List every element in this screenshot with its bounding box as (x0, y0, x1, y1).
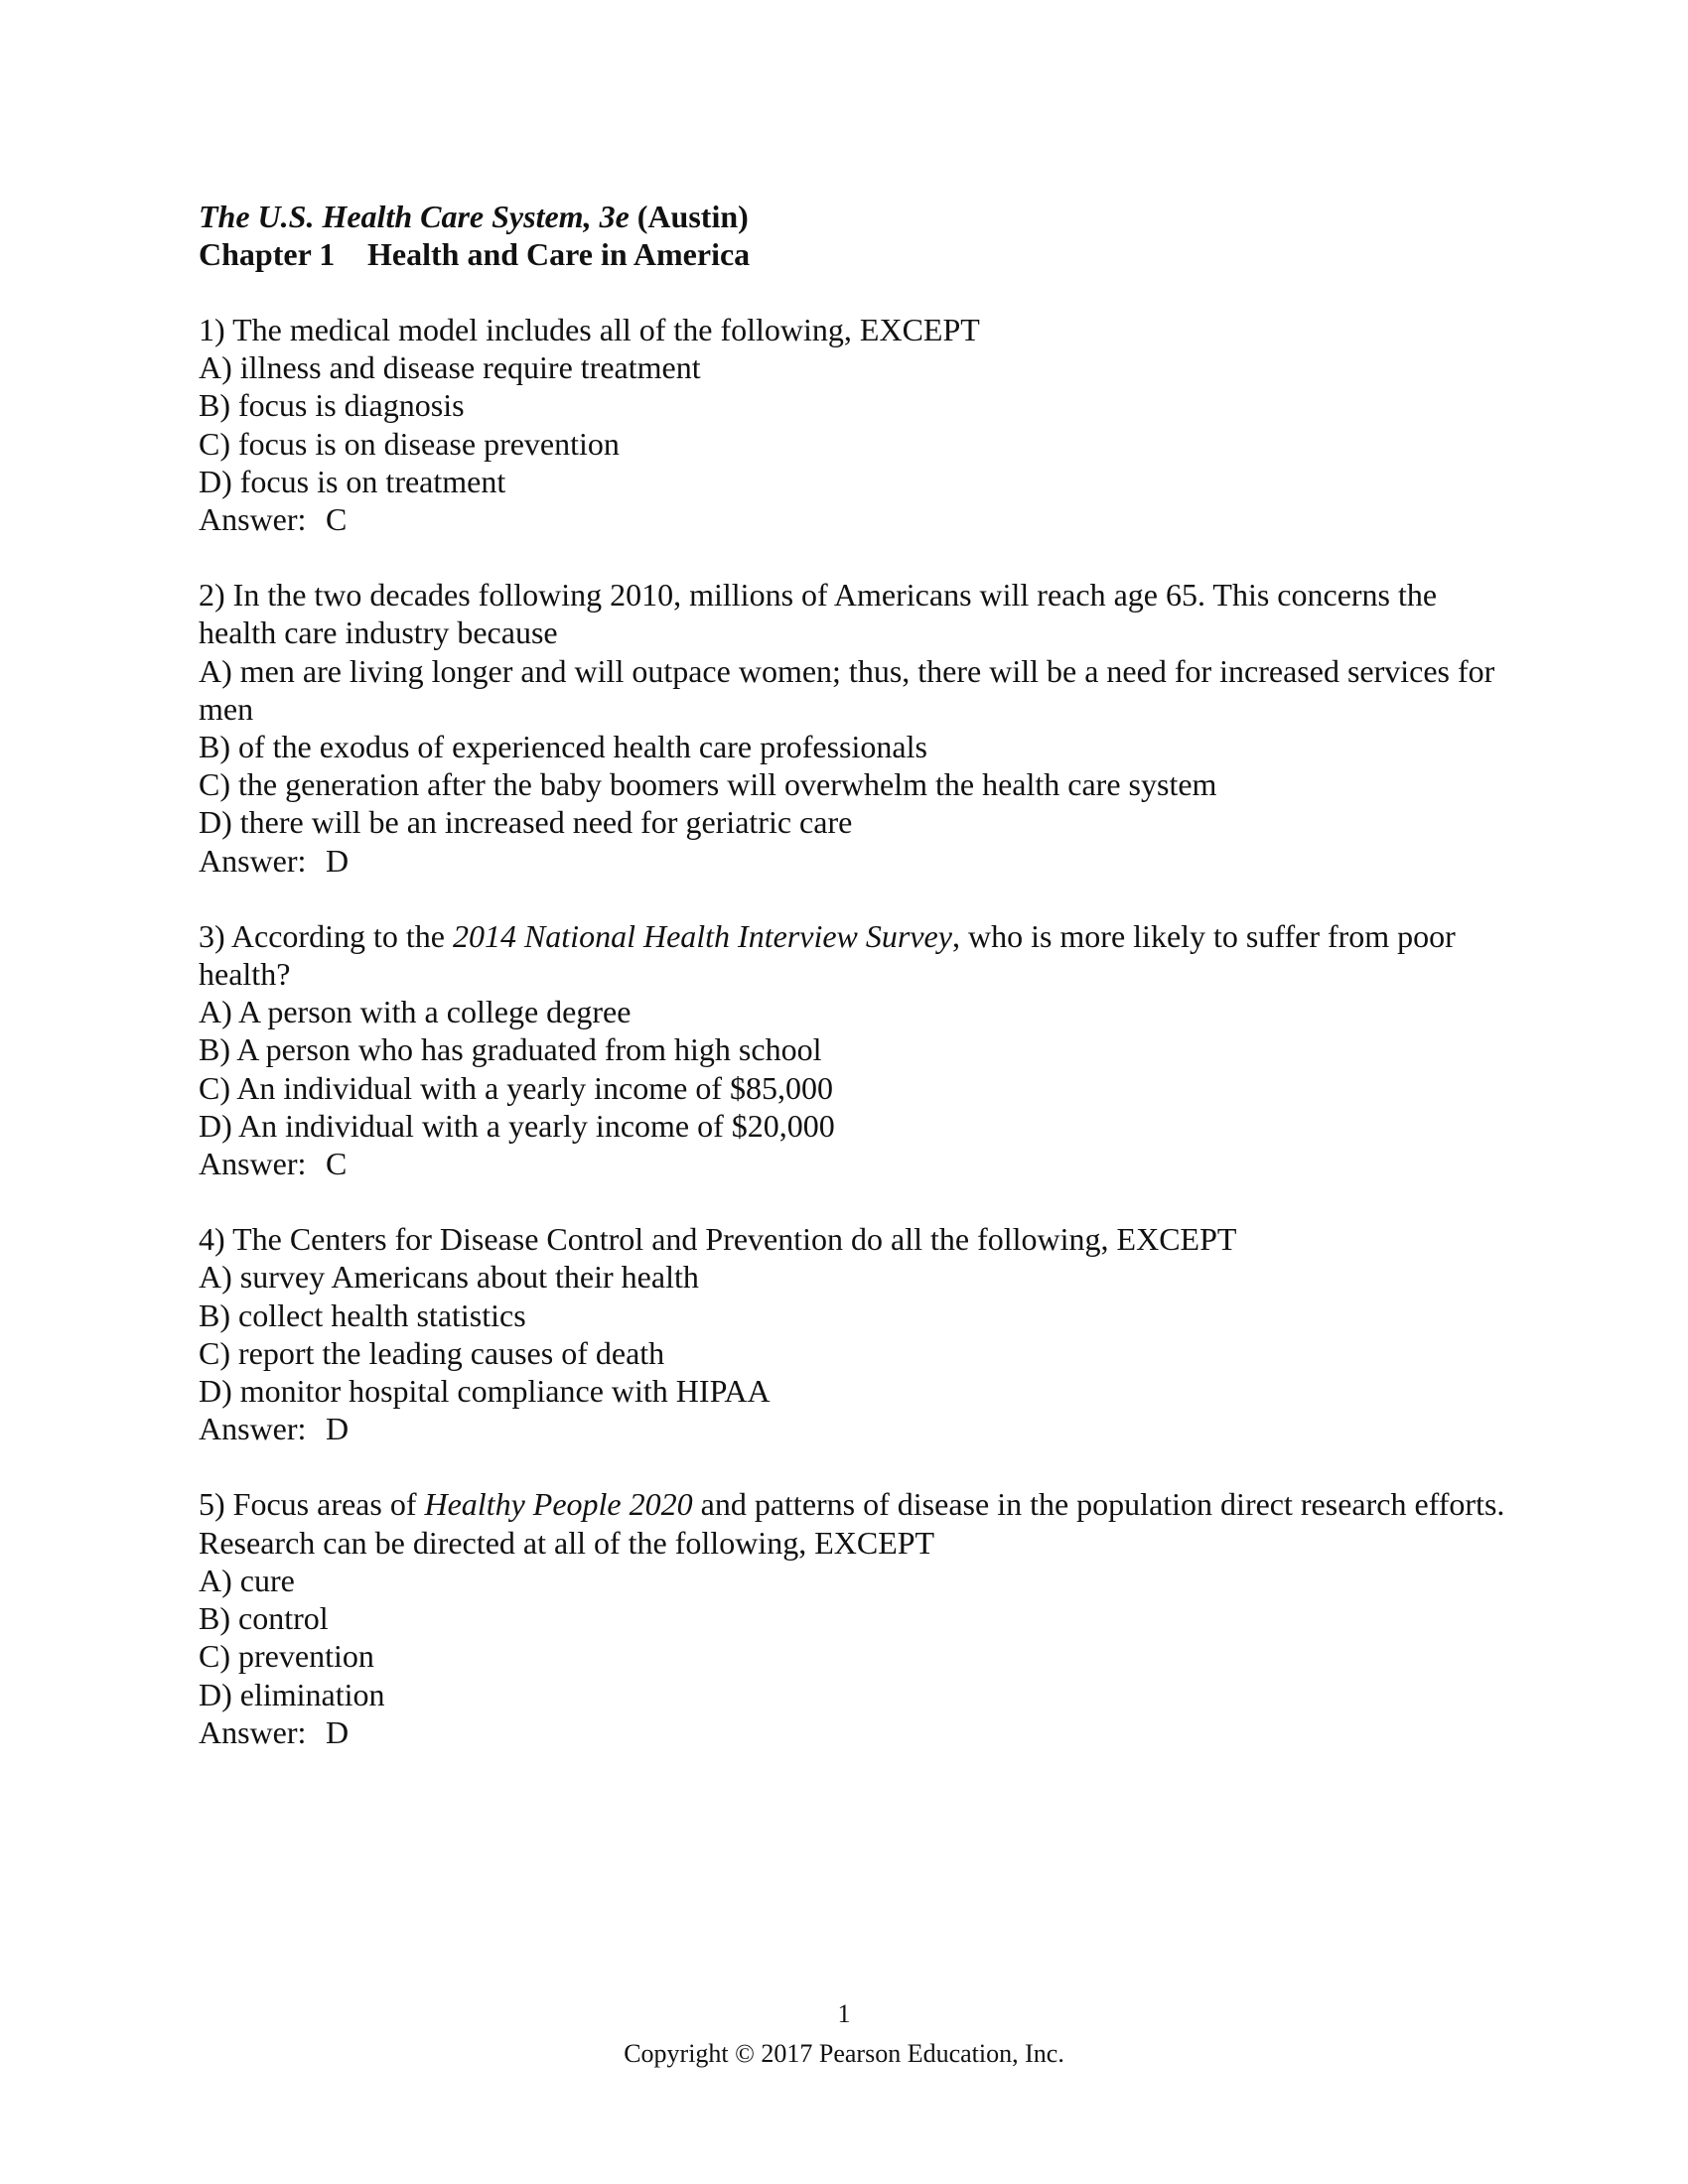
option-d: D) elimination (199, 1676, 385, 1712)
option-b: B) control (199, 1600, 329, 1637)
book-author: (Austin) (636, 199, 749, 234)
option-a: A) A person with a college degree (199, 994, 632, 1030)
answer-value: D (326, 1713, 350, 1750)
question-stem (199, 1485, 1509, 1561)
option-b: B) focus is diagnosis (199, 387, 465, 424)
chapter-label: Chapter 1 (199, 236, 336, 272)
option-a: A) survey Americans about their health (199, 1259, 699, 1296)
option-b: B) A person who has graduated from high school (199, 1031, 822, 1068)
option-c: C) prevention (199, 1638, 374, 1675)
option-c: C) focus is on disease prevention (199, 425, 620, 462)
answer-line (199, 1410, 1509, 1447)
option-a: A) cure (199, 1562, 295, 1598)
answer-label: Answer: (199, 1146, 307, 1182)
option-a: A) men are living longer and will outpace women; thus, there will be a need for increased services for men (199, 652, 1495, 727)
page-content (199, 198, 1509, 1789)
answer-value: C (326, 501, 348, 538)
option-d: D) there will be an increased need for geriatric care (199, 804, 853, 841)
question-3 (199, 917, 1509, 1182)
option-d: D) focus is on treatment (199, 463, 506, 499)
program-title: Healthy People 2020 (424, 1486, 693, 1523)
chapter-title: Health and Care in America (367, 236, 751, 272)
stem-text: , who is more likely to suffer from poor health? (199, 917, 1456, 993)
question-2 (199, 576, 1509, 880)
answer-line (199, 1145, 1509, 1182)
question-stem (199, 917, 1509, 993)
book-title-line (199, 198, 1509, 235)
option-b: B) of the exodus of experienced health care professionals (199, 729, 927, 765)
answer-line (199, 1713, 1509, 1751)
answer-value: D (326, 1411, 350, 1447)
option-d: D) monitor hospital compliance with HIPAA (199, 1373, 771, 1410)
answer-label: Answer: (199, 501, 307, 538)
option-c: C) report the leading causes of death (199, 1334, 665, 1371)
stem-text: and patterns of disease in the population direct research efforts. Research can be directed at all of the following, EXCEPT (199, 1486, 1505, 1561)
answer-label: Answer: (199, 1713, 307, 1750)
option-b: B) collect health statistics (199, 1297, 526, 1333)
answer-line (199, 842, 1509, 880)
stem-text: 5) Focus areas of (199, 1486, 425, 1523)
copyright-notice: Copyright © 2017 Pearson Education, Inc. (624, 2039, 1064, 2068)
page-number: 1 (837, 1999, 851, 2028)
book-title: The U.S. Health Care System, 3e (199, 199, 630, 234)
option-c: C) the generation after the baby boomers will overwhelm the health care system (199, 766, 1217, 803)
answer-value: C (326, 1146, 348, 1182)
survey-title: 2014 National Health Interview Survey (452, 917, 952, 954)
question-stem: 1) The medical model includes all of the following, EXCEPT (199, 312, 980, 347)
answer-value: D (326, 842, 350, 879)
stem-text: 3) According to the (199, 917, 453, 954)
question-4 (199, 1220, 1509, 1447)
option-d: D) An individual with a yearly income of $20,000 (199, 1107, 835, 1144)
question-stem: 4) The Centers for Disease Control and Prevention do all the following, EXCEPT (199, 1221, 1237, 1258)
option-a: A) illness and disease require treatment (199, 349, 701, 386)
answer-line (199, 500, 1509, 538)
question-1 (199, 311, 1509, 538)
option-c: C) An individual with a yearly income of $85,000 (199, 1069, 833, 1106)
answer-label: Answer: (199, 1411, 307, 1447)
answer-label: Answer: (199, 842, 307, 879)
question-5 (199, 1485, 1509, 1750)
chapter-heading (199, 235, 1509, 273)
question-stem: 2) In the two decades following 2010, millions of Americans will reach age 65. This concerns the health care industry because (199, 577, 1438, 651)
